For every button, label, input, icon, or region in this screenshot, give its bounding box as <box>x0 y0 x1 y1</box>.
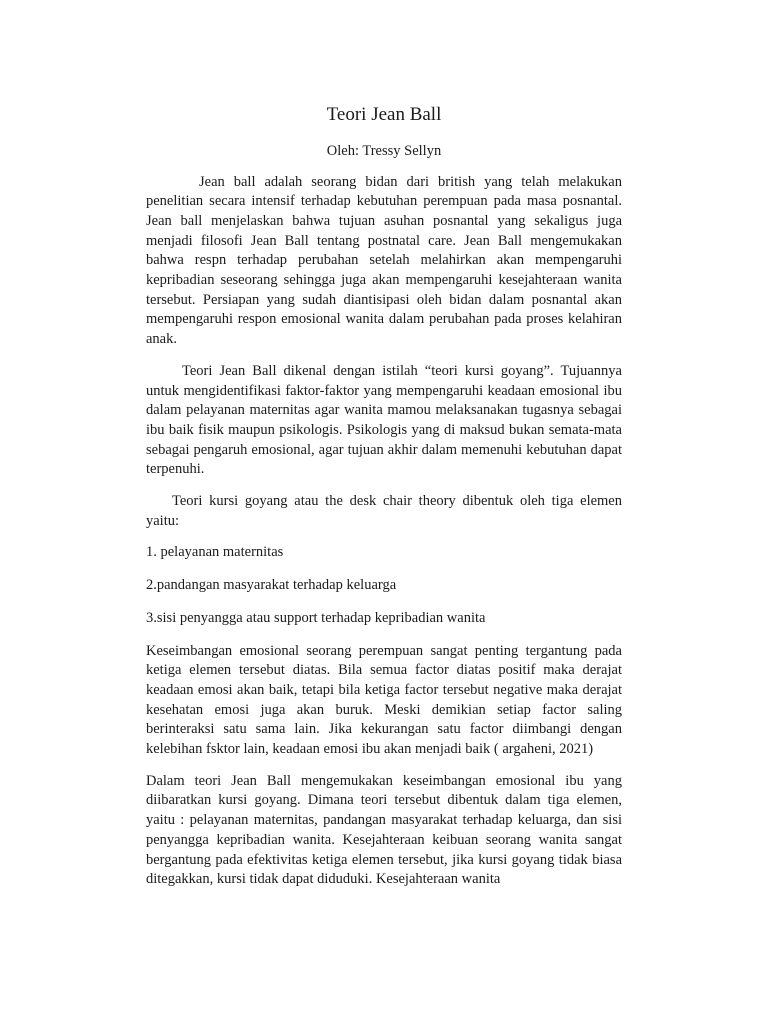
paragraph-1: Jean ball adalah seorang bidan dari british yang telah melakukan penelitian secara intensif terhadap kebutuhan perempuan pada masa posnantal. Jean ball menjelaskan bahwa tujuan asuhan posnantal yang sekaligus juga menjadi filosofi Jean Ball tentang postnatal care. Jean Ball mengemukakan bahwa respn terhadap perubahan setelah melahirkan akan mempengaruhi kepribadian seseorang sehingga juga akan mempengaruhi kesejahteraan wanita tersebut. Persiapan yang sudah diantisipasi oleh bidan dalam posnantal akan mempengaruhi respon emosional wanita dalam perubahan pada proses kelahiran anak. <box>146 173 622 348</box>
list-item-2: 2.pandangan masyarakat terhadap keluarga <box>146 577 397 594</box>
paragraph-3: Teori kursi goyang atau the desk chair theory dibentuk oleh tiga elemen yaitu: <box>146 493 622 529</box>
document-author: Oleh: Tressy Sellyn <box>326 143 442 159</box>
paragraph-4: Keseimbangan emosional seorang perempuan sangat penting tergantung pada ketiga elemen tersebut diatas. Bila semua factor diatas positif maka derajat keadaan emosi akan baik, tetapi bila ketiga factor tersebut negative maka derajat kesehatan emosi juga akan buruk. Meski demikian setiap factor saling berinteraksi satu sama lain. Jika kekurangan satu factor diimbangi dengan kelebihan fsktor lain, keadaan emosi ibu akan menjadi baik ( argaheni, 2021) <box>146 642 622 758</box>
paragraph-5: Dalam teori Jean Ball mengemukakan keseimbangan emosional ibu yang diibaratkan kursi goyang. Dimana teori tersebut dibentuk dalam tiga elemen, yaitu : pelayanan maternitas, pandangan masyarakat terhadap keluarga, dan sisi penyangga kepribadian wanita. Kesejahteraan keibuan seorang wanita sangat bergantung pada efektivitas ketiga elemen tersebut, jika kursi goyang tidak biasa ditegakkan, kursi tidak dapat diduduki. Kesejahteraan wanita <box>146 772 622 888</box>
document-title: Teori Jean Ball <box>326 104 442 125</box>
list-item-1: 1. pelayanan maternitas <box>146 544 284 561</box>
paragraph-2: Teori Jean Ball dikenal dengan istilah “teori kursi goyang”. Tujuannya untuk mengidentifikasi faktor-faktor yang mempengaruhi keadaan emosional ibu dalam pelayanan maternitas agar wanita mamou melaksanakan tugasnya sebagai ibu baik fisik maupun psikologis. Psikologis yang di maksud bukan semata-mata sebagai pengaruh emosional, agar tujuan akhir dalam memenuhi kebutuhan dapat terpenuhi. <box>146 362 622 478</box>
list-item-3: 3.sisi penyangga atau support terhadap kepribadian wanita <box>146 609 486 626</box>
